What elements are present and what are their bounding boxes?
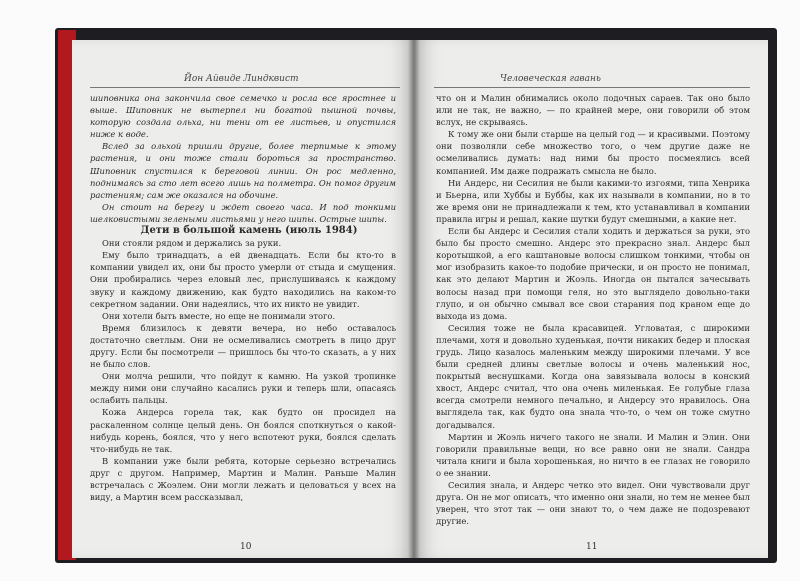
- left-body-paragraph: Они молча решили, что пойдут к камню. На узкой тропинке между ними они случайно касались руки и теперь шли, опасаясь ослабить пальцы.: [90, 371, 396, 406]
- right-page: [414, 40, 768, 558]
- left-body-paragraph: Кожа Андерса горела так, как будто он просидел на раскаленном солнце целый день. Он боялся споткнуться о какой-нибудь корень, боялся, что у него вспотеют руки, боялся сделать что-нибудь не так.: [90, 407, 396, 454]
- right-header-rule: [434, 87, 750, 88]
- left-running-header: Йон Айвиде Линдквист: [184, 74, 299, 84]
- book-spine-shadow: [408, 40, 420, 558]
- left-page: [72, 40, 414, 558]
- right-body-paragraph: Ни Андерс, ни Сесилия не были какими-то изгоями, типа Хенрика и Бьерна, или Хуббы и Буббы, как их называли в компании, но в то же время они не принадлежали к тем, кто устанавливал в компании правила игры и решал, какие шутки будут смешными, а какие нет.: [436, 177, 750, 224]
- right-page-number: 11: [586, 542, 598, 552]
- left-body-paragraph: Они хотели быть вместе, но еще не понимали этого.: [102, 310, 336, 321]
- right-body-paragraph: Если бы Андерс и Сесилия стали ходить и держаться за руки, это было бы просто смешно. Андерс это прекрасно знал. Андерс был коротышкой, а его каштановые волосы слишком тонкими, чтобы он мог изобразить какое-то подобие прически, и он просто не понимал, как это делают Мартин и Жоэль. Иногда он пытался зачесывать волосы назад при помощи геля, но это выглядело довольно-таки глупо, и он обычно смывал все свои старания под краном еще до выхода из дома.: [436, 226, 750, 321]
- left-text-column: [90, 92, 396, 503]
- left-intro-paragraph: Он стоит на берегу и ждет своего часа. И под тонкими шелковистыми зелеными листьями у него шипы. Острые шипы.: [90, 201, 396, 224]
- left-body-paragraph: Ему было тринадцать, а ей двенадцать. Если бы кто-то в компании увидел их, они бы просто умерли от стыда и смущения. Они пробирались через еловый лес, прислушиваясь к каждому звуку и каждому движению, как будто находились на каком-то секретном задании. Они надеялись, что их никто не увидит.: [90, 250, 396, 309]
- left-body-paragraph: В компании уже были ребята, которые серьезно встречались друг с другом. Например, Мартин и Малин. Раньше Малин встречалась с Жоэлем. Они могли лежать и целоваться у всех на виду, а Мартин всем рассказывал,: [90, 455, 396, 503]
- right-body-paragraph: Мартин и Жоэль ничего такого не знали. И Малин и Элин. Они говорили правильные вещи, но все равно они не знали. Сандра читала книги и была хорошенькая, но ничто в ее глазах не говорило о ее знании.: [436, 431, 750, 478]
- right-body-paragraph: Сесилия знала, и Андерс четко это видел. Они чувствовали друг друга. Он не мог описать, что именно они знали, но тем не менее был уверен, что этот так — они знают то, о чем даже не подозревают другие.: [436, 480, 750, 527]
- chapter-heading: Дети в большой камень (июль 1984): [140, 225, 358, 237]
- left-body-paragraph: Они стояли рядом и держались за руки.: [102, 238, 282, 249]
- left-body-paragraph: Время близилось к девяти вечера, но небо оставалось достаточно светлым. Они не осмеливались смотреть в лицо друг другу. Если бы посмотрели — пришлось бы что-то сказать, а у них не было слов.: [90, 322, 396, 370]
- left-header-rule: [90, 87, 400, 88]
- right-body-paragraph: К тому же они были старше на целый год — и красивыми. Поэтому они позволяли себе множество того, о чем другие даже не осмеливались думать: над ними бы просто посмеялись всей компанией. Им даже подражать смысла не было.: [436, 129, 750, 176]
- right-running-header: Человеческая гавань: [500, 74, 601, 84]
- left-intro-paragraph: Вслед за ольхой пришли другие, более терпимые к этому растения, и они тоже стали бороться за пространство. Шиповник спустился к береговой линии. Он рос медленно, поднимаясь за сто лет всего лишь на полметра. Он помог другим растениям; сам же оказался на обочине.: [90, 141, 396, 200]
- left-page-number: 10: [240, 542, 252, 552]
- right-text-column: [436, 92, 750, 527]
- right-body-paragraph: Сесилия тоже не была красавицей. Угловатая, с широкими плечами, хотя и довольно худенькая, почти никаких бедер и плоская грудь. Лицо казалось маленьким между широкими плечами. У все были средней длины светлые волосы и очень маленький нос, покрытый веснушками. Когда она завязывала волосы в конский хвост, Андерс считал, что она очень миленькая. Ее голубые глаза всегда смотрели немного печально, и Андерсу это нравилось. Она выглядела так, как будто она знала что-то, о чем он тоже смутно догадывался.: [436, 322, 750, 430]
- left-intro-paragraph: шиповника она закончила свое семечко и росла все яростнее и выше. Шиповник не вытерпел ни богатой пышной почвы, которую создала ольха, ни тени от ее листьев, и опустился ниже к воде.: [90, 93, 396, 140]
- right-body-paragraph: что он и Малин обнимались около лодочных сараев. Так оно было или не так, не важно, — по крайней мере, они говорили об этом вслух, не скрываясь.: [436, 93, 750, 128]
